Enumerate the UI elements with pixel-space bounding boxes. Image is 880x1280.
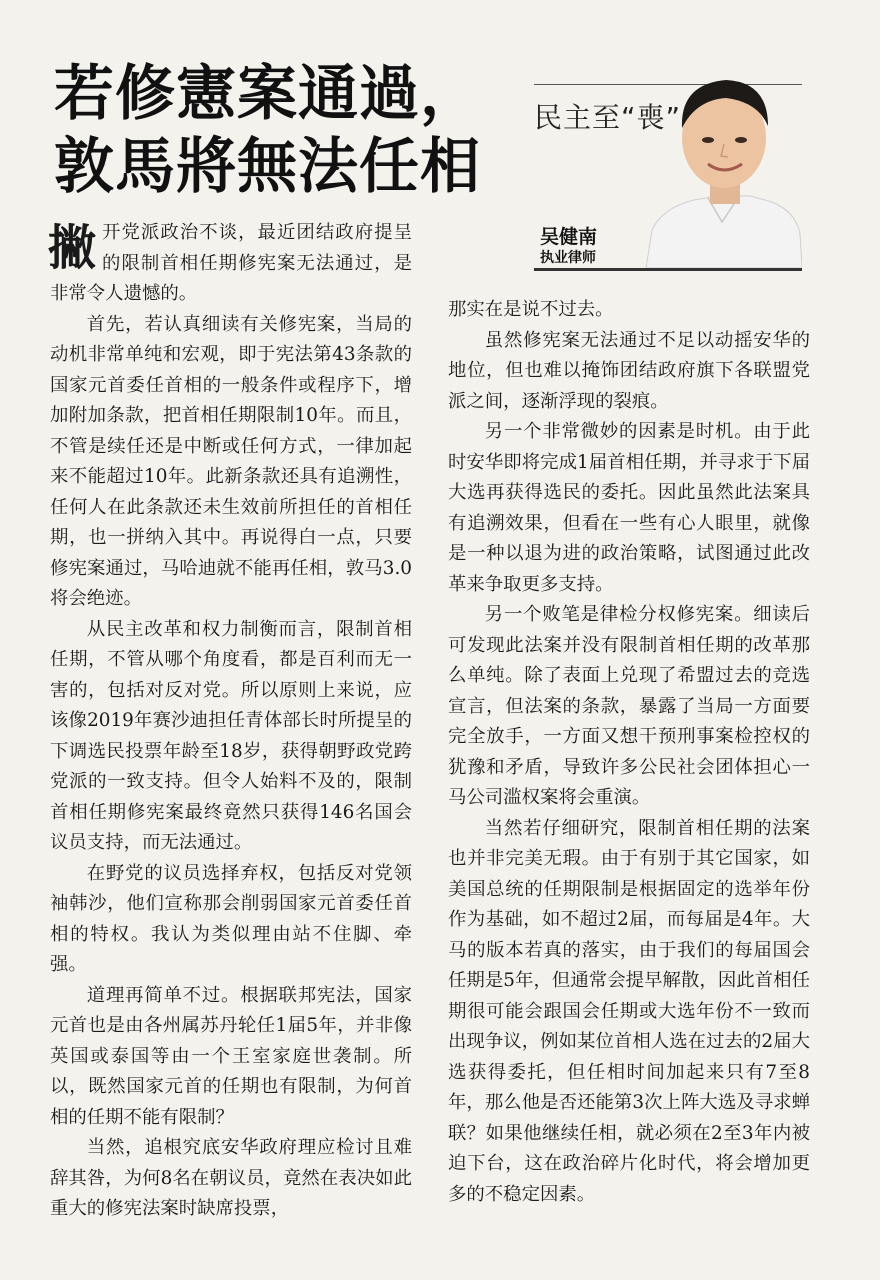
lead-paragraph (50, 218, 412, 310)
column-header (534, 70, 802, 275)
headline-line-2: 敦馬將無法任相 (54, 132, 481, 202)
headline (54, 58, 494, 204)
paragraph: 首先，若认真细读有关修宪案，当局的动机非常单纯和宏观，即于宪法第43条款的国家元首委任首相的一般条件或程序下，增加附加条款，把首相任期限制10年。而且，不管是续任还是中断或任何方式，一律加起来不能超过10年。此新条款还具有追溯性，任何人在此条款还未生效前所担任的首相任期，也一拼纳入其中。再说得白一点，只要修宪案通过，马哈迪就不能再任相，敦马3.0将会绝迹。 (50, 313, 412, 609)
article-column-2 (448, 295, 810, 1210)
paragraph: 从民主改革和权力制衡而言，限制首相任期，不管从哪个角度看，都是百利而无一害的，包括对反对党。所以原则上来说，应该像2019年赛沙迪担任青体部长时所提呈的下调选民投票年龄至18岁，获得朝野政党跨党派的一致支持。但令人始料不及的，限制首相任期修宪案最终竟然只获得146名国会议员支持，而无法通过。 (50, 618, 412, 853)
paragraph-continuation: 那实在是说不过去。 (448, 299, 614, 320)
author-role: 执业律师 (540, 250, 596, 266)
paragraph: 当然若仔细研究，限制首相任期的法案也并非完美无瑕。由于有别于其它国家，如美国总统的任期限制是根据固定的选举年份作为基础，如不超过2届，而每届是4年。大马的版本若真的落实，由于我们的每届国会任期是5年，但通常会提早解散，因此首相任期很可能会跟国会任期或大选年份不一致而出现争议，例如某位首相人选在过去的2届大选获得委托，但任相时间加起来只有7至8年，那么他是否还能第3次上阵大选及寻求蝉联？如果他继续任相，就必须在2至3年内被迫下台，这在政治碎片化时代，将会增加更多的不稳定因素。 (448, 817, 810, 1205)
paragraph: 道理再简单不过。根据联邦宪法，国家元首也是由各州属苏丹轮任1届5年，并非像英国或泰国等由一个王室家庭世袭制。所以，既然国家元首的任期也有限制，为何首相的任期不能有限制？ (50, 984, 412, 1128)
author-portrait (642, 62, 802, 268)
article-column-1 (50, 218, 412, 1225)
drop-cap: 撇 (48, 220, 97, 276)
column-rule-bottom (534, 268, 802, 271)
paragraph: 虽然修宪案无法通过不足以动摇安华的地位，但也难以掩饰团结政府旗下各联盟党派之间，逐渐浮现的裂痕。 (448, 329, 810, 412)
paragraph: 另一个败笔是律检分权修宪案。细读后可发现此法案并没有限制首相任期的改革那么单纯。除了表面上兑现了希盟过去的竞选宣言，但法案的条款，暴露了当局一方面要完全放手，一方面又想干预刑事案检控权的犹豫和矛盾，导致许多公民社会团体担心一马公司滥权案将会重演。 (448, 604, 810, 808)
column-title: 民主至“喪” (534, 101, 682, 134)
lead-text: 开党派政治不谈，最近团结政府提呈的限制首相任期修宪案无法通过，是非常令人遗憾的。 (50, 222, 412, 304)
headline-line-1: 若修憲案通過， (54, 59, 481, 129)
paragraph: 当然，追根究底安华政府理应检讨且难辞其咎，为何8名在朝议员，竟然在表决如此重大的修宪法案时缺席投票， (50, 1137, 412, 1219)
paragraph: 在野党的议员选择弃权，包括反对党领袖韩沙，他们宣称那会削弱国家元首委任首相的特权。我认为类似理由站不住脚、牵强。 (50, 862, 412, 975)
author-name: 吴健南 (540, 226, 598, 248)
paragraph: 另一个非常微妙的因素是时机。由于此时安华即将完成1届首相任期，并寻求于下届大选再获得选民的委托。因此虽然此法案具有追溯效果，但看在一些有心人眼里，就像是一种以退为进的政治策略，试图通过此改革来争取更多支持。 (448, 421, 810, 595)
